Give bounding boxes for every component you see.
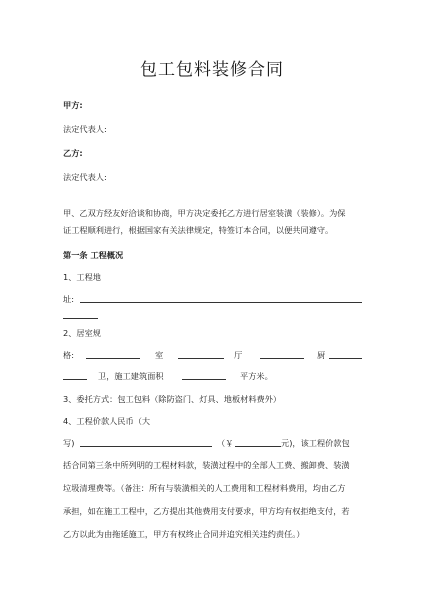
rooms-blank	[86, 358, 140, 359]
bath-blank	[329, 358, 362, 359]
item-2-chu: 厨	[317, 350, 326, 360]
item-4-yuan: 元)，该工程价款包	[281, 438, 350, 448]
article-1-heading: 第一条 工程概况	[63, 250, 124, 260]
item-4-line-5: 乙方以此为由拖延施工，甲方有权终止合同并追究相关违约责任。）	[63, 529, 305, 539]
document-title: 包工包料装修合同	[140, 60, 284, 80]
party-b-label: 乙方:	[63, 148, 83, 158]
item-4-xie: 写)	[63, 438, 75, 448]
bath-count-blank	[63, 379, 87, 380]
amount-words-blank	[80, 446, 212, 447]
intro-line-1: 甲、乙双方经友好洽谈和协商，甲方决定委托乙方进行居室装潢（装修）。为保	[63, 208, 346, 218]
item-4-line-2: 括合同第三条中所列明的工程材料款，装潢过程中的全部人工费、搬卸费、装潢	[63, 460, 350, 470]
halls-blank	[178, 358, 224, 359]
legal-rep-b-label: 法定代表人:	[63, 172, 107, 182]
item-4-label: 4、工程价款人民币（大	[63, 416, 151, 426]
kitchen-blank	[260, 358, 304, 359]
address-blank-line	[80, 302, 362, 303]
item-1-address-label: 址:	[63, 294, 74, 304]
item-2-shi: 室	[155, 350, 164, 360]
item-2-ge: 格:	[63, 350, 74, 360]
item-1-label: 1、工程地	[63, 272, 101, 282]
legal-rep-a-label: 法定代表人:	[63, 124, 107, 134]
party-a-label: 甲方:	[63, 100, 83, 110]
item-2-wei: 卫，施工建筑面积	[98, 371, 164, 381]
item-4-yen: （￥	[217, 438, 234, 448]
item-2-unit: 平方米。	[240, 371, 273, 381]
item-2-ting: 厅	[234, 350, 243, 360]
intro-line-2: 证工程顺利进行，根据国家有关法律规定，特签订本合同，以便共同遵守。	[63, 225, 334, 235]
item-4-line-3: 垃圾清理费等。（备注：所有与装潢相关的人工费用和工程材料费用，均由乙方	[63, 483, 346, 493]
item-3: 3、委托方式：包工包料（除防盗门、灯具、地板材料费外）	[63, 394, 282, 404]
address-blank-line-2	[63, 318, 98, 319]
item-2-label: 2、居室规	[63, 328, 101, 338]
area-blank	[182, 379, 226, 380]
item-4-line-4: 承担，如在施工工程中，乙方提出其他费用支付要求，甲方均有权拒绝支付，若	[63, 506, 350, 516]
amount-digits-blank	[235, 446, 281, 447]
